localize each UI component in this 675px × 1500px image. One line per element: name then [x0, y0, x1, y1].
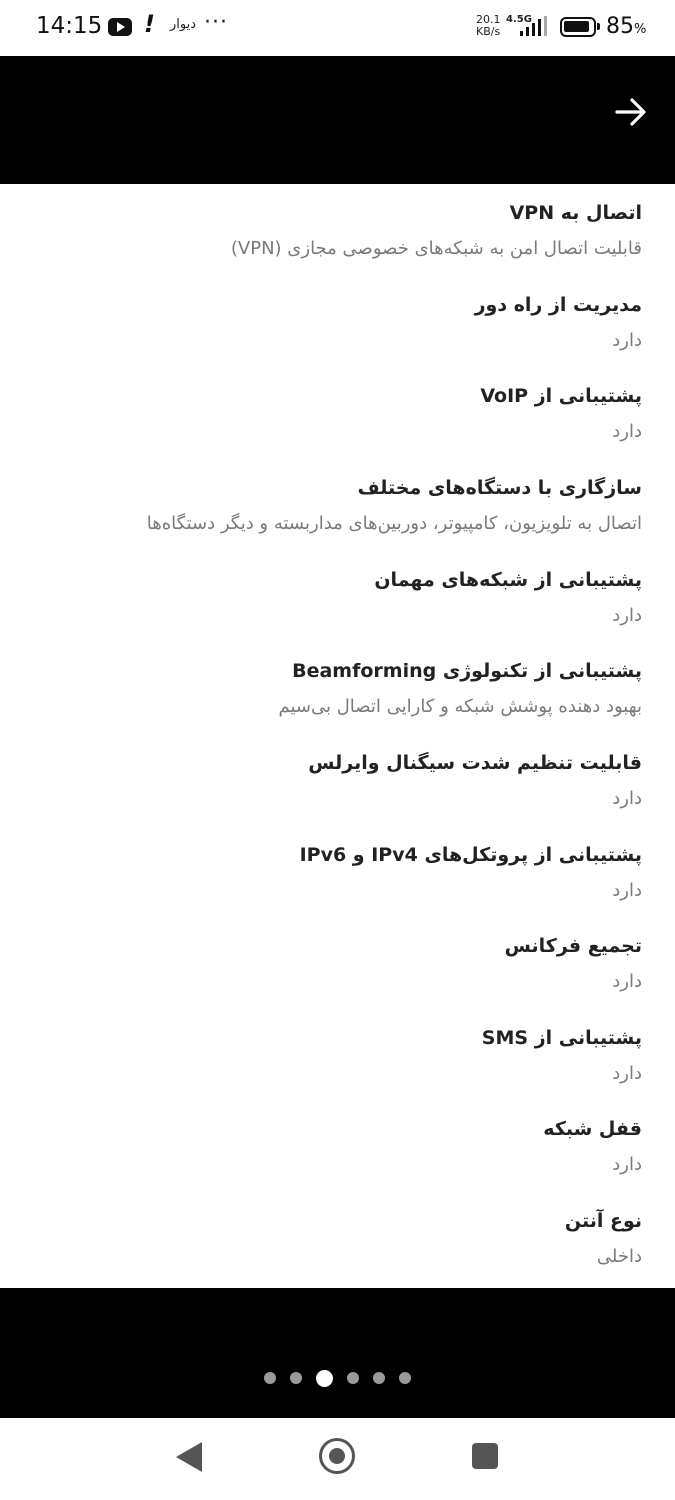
spec-value: دارد [612, 330, 642, 351]
spec-title: قابلیت تنظیم شدت سیگنال وایرلس [308, 752, 642, 774]
spec-title: پشتیبانی از پروتکل‌های IPv4 و IPv6 [299, 844, 642, 866]
network-speed [476, 14, 501, 38]
signal-icon [518, 16, 550, 38]
spec-title: پشتیبانی از شبکه‌های مهمان [374, 569, 642, 591]
spec-item-remote-management [22, 290, 642, 356]
spec-value: دارد [612, 971, 642, 992]
battery-percent [606, 14, 646, 39]
spec-title: قفل شبکه [543, 1118, 642, 1140]
status-bar [0, 0, 675, 56]
status-time: 14:15 [36, 13, 103, 39]
spec-title: پشتیبانی از SMS [481, 1027, 642, 1049]
spec-value: دارد [612, 1154, 642, 1175]
app-header [0, 56, 675, 184]
spec-title: سازگاری با دستگاه‌های مختلف [357, 477, 642, 499]
spec-value: دارد [612, 605, 642, 626]
spec-title: نوع آنتن [564, 1210, 642, 1232]
spec-item-vpn [22, 198, 642, 264]
network-speed-value: 20.1 [476, 13, 501, 26]
network-speed-unit: KB/s [476, 25, 501, 38]
spec-item-beamforming [22, 656, 642, 722]
nav-recents-icon[interactable] [472, 1443, 498, 1469]
divar-notification-icon: دیوار [170, 17, 197, 32]
spec-value: دارد [612, 1063, 642, 1084]
spec-title: تجمیع فرکانس [504, 935, 642, 957]
battery-percent-sign: % [634, 22, 647, 37]
system-nav-bar [0, 1418, 675, 1500]
spec-item-carrier-aggregation [22, 931, 642, 997]
spec-item-ip-protocols [22, 840, 642, 906]
spec-value: دارد [612, 421, 642, 442]
spec-title: اتصال به VPN [509, 202, 642, 224]
spec-item-guest-network [22, 565, 642, 631]
page-dot[interactable] [347, 1372, 359, 1384]
battery-percent-value: 85 [606, 14, 634, 39]
spec-item-signal-strength [22, 748, 642, 814]
spec-item-antenna-type [22, 1206, 642, 1272]
page-dot[interactable] [290, 1372, 302, 1384]
more-notifications-icon: ··· [204, 10, 228, 35]
network-type: 4.5G [506, 14, 532, 25]
spec-value: دارد [612, 880, 642, 901]
spec-list [0, 184, 675, 1288]
arrow-right-icon[interactable] [613, 94, 649, 130]
gallery-footer [0, 1288, 675, 1418]
page-dot-active[interactable] [316, 1370, 333, 1387]
spec-value: اتصال به تلویزیون، کامپیوتر، دوربین‌های مداربسته و دیگر دستگاه‌ها [146, 513, 642, 534]
page-indicator [0, 1368, 675, 1388]
spec-item-sms [22, 1023, 642, 1089]
nav-home-icon[interactable] [319, 1438, 355, 1474]
spec-title: مدیریت از راه دور [474, 294, 642, 316]
spec-item-device-compatibility [22, 473, 642, 539]
spec-title: پشتیبانی از تکنولوژی Beamforming [292, 660, 642, 682]
page-dot[interactable] [264, 1372, 276, 1384]
spec-value: داخلی [596, 1246, 642, 1267]
battery-icon [560, 17, 596, 37]
spec-value: بهبود دهنده پوشش شبکه و کارایی اتصال بی‌سیم [278, 696, 642, 717]
spec-value: قابلیت اتصال امن به شبکه‌های خصوصی مجازی (VPN) [230, 238, 642, 259]
spec-item-voip [22, 381, 642, 447]
page-dot[interactable] [373, 1372, 385, 1384]
spec-title: پشتیبانی از VoIP [480, 385, 642, 407]
alert-icon: ! [144, 10, 155, 38]
youtube-icon [108, 18, 132, 36]
nav-back-icon[interactable] [176, 1442, 202, 1472]
spec-value: دارد [612, 788, 642, 809]
page-dot[interactable] [399, 1372, 411, 1384]
spec-item-network-lock [22, 1114, 642, 1180]
